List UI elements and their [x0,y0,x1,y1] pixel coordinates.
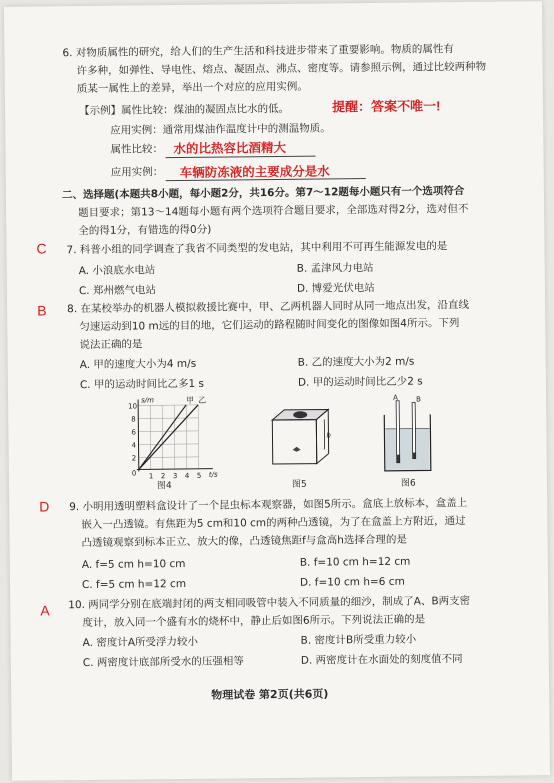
x-axis-unit: t/s [208,470,218,479]
q7-option-d: D. 博爱光伏电站 [296,281,375,295]
ytick-0: 0 [131,469,137,478]
q7-option-a: A. 小浪底水电站 [78,264,156,278]
q9-line2: 嵌入一凸透镜。有焦距为5 cm和10 cm的两种凸透镜，为了在盒盖上方附近，通过 [81,515,466,532]
label-b: B [416,395,421,404]
xtick-4: 4 [184,471,190,480]
q6-line2: 许多种，如弹性、导电性、熔点、凝固点、沸点、密度等。请参照示例，通过比较两种物 [76,60,487,78]
q9-answer-mark: D [39,498,50,515]
q6-attr-answer: 水的比热容比酒精大 [173,140,287,157]
q10-line2: 度计，放入同一个盛有水的烧杯中，静止后如图6所示。下列说法正确的是 [82,613,426,630]
q8-line3: 说法正确的是 [79,338,143,352]
figure6-caption: 图6 [400,478,416,489]
q8-line2: 匀速运动到10 m远的目的地，它们运动的路程随时间变化的图像如图4所示。下列 [79,317,460,334]
q7-option-c: C. 郑州燃气电站 [78,284,157,298]
label-a: A [393,393,398,402]
q10-option-b: B. 密度计B所受重力较小 [300,633,417,647]
hydrometer-a [396,401,400,463]
page-footer: 物理试卷 第2页(共6页) [211,687,329,702]
section2-line3: 全的得1分，有错选的得0分) [78,223,212,238]
ytick-10: 10 [128,402,138,411]
ytick-2: 2 [131,454,137,463]
q6-line1: 6. 对物质属性的研究，给人们的生产生活和科技进步带来了重要影响。物质的属性有 [62,43,454,60]
q10-option-c: C. 两密度计底部所受水的压强相等 [82,655,244,670]
section2-line2: 题目要求；第13～14题每小题有两个选项符合题目要求，全部选对得2分，选对但不 [78,202,469,220]
hydrometer-b [412,403,416,459]
q9-line3: 凸透镜观察到标本正立、放大的像，凸透镜焦距f与盒高h选择合理的是 [81,533,407,550]
q9-line1: 9. 小明用透明塑料盒设计了一个昆虫标本观察器，如图5所示。盒底上放标本，盒盖上 [69,497,468,514]
label-yi: 乙 [198,395,207,405]
q9-option-c: C. f=5 cm h=12 cm [81,577,187,592]
ytick-4: 4 [131,441,137,450]
q6-attr-label: 属性比较： [110,143,164,156]
height-label: h [326,431,331,440]
q10-option-d: D. 两密度计在水面处的刻度值不同 [300,653,463,667]
q6-app-label: 应用实例： [110,166,164,179]
q6-app-answer: 车辆防冻液的主要成分是水 [179,164,330,181]
xtick-3: 3 [172,472,178,481]
ytick-6: 6 [131,428,136,437]
q7-stem: 7. 科普小组的同学调查了我省不同类型的发电站，其中利用不可再生能源发电的是 [66,240,448,257]
figure6-beaker [376,392,439,475]
q8-option-d: D. 甲的运动时间比乙少2 s [297,375,423,389]
figure5-caption: 图5 [291,479,307,490]
q10-option-a: A. 密度计A所受浮力较小 [82,635,199,650]
xtick-1: 1 [148,472,154,481]
q8-line1: 8. 在某校举办的机器人模拟救援比赛中，甲、乙两机器人同时从同一地点出发，沿直线 [67,298,470,316]
q7-answer-mark: C [36,240,47,257]
figure4-caption: 图4 [156,481,172,492]
q10-answer-mark: A [40,602,50,619]
q9-option-b: B. f=10 cm h=12 cm [299,555,411,569]
q6-hint: 提醒：答案不唯一! [331,98,441,115]
section2-line1: 二、选择题(本题共8小题，每小题2分，共16分。第7～12题每小题只有一个选项符合 [61,185,465,202]
insect-icon [293,447,301,452]
q6-attr-underline [166,156,316,159]
xtick-5: 5 [196,471,202,480]
q6-example-line2: 应用实例：通常用煤油作温度计中的测温物质。 [110,122,331,137]
q9-option-a: A. f=5 cm h=10 cm [81,557,186,572]
ytick-8: 8 [131,415,136,424]
q9-option-d: D. f=10 cm h=6 cm [299,575,405,589]
q8-option-b: B. 乙的速度大小为2 m/s [297,355,415,369]
q8-option-c: C. 甲的运动时间比乙多1 s [79,377,204,392]
figure5-box [266,405,337,472]
label-jia: 甲 [186,395,195,405]
xtick-2: 2 [160,472,166,481]
q8-option-a: A. 甲的速度大小为4 m/s [79,357,197,372]
q10-line1: 10. 两同学分别在底端封闭的两支相同吸管中装入不同质量的细沙，制成了A、B两支密 [68,594,471,612]
y-axis-unit: s/m [141,396,154,405]
q8-answer-mark: B [37,302,47,319]
q7-option-b: B. 孟津风力电站 [296,261,374,275]
figure4-graph [116,395,227,486]
q6-example-line1: 【示例】属性比较：煤油的凝固点比水的低。 [78,102,290,118]
q6-line3: 质某一属性上的差异，举出一个对应的应用实例。 [76,80,308,96]
line-yi [138,405,199,470]
exam-page [4,1,550,781]
